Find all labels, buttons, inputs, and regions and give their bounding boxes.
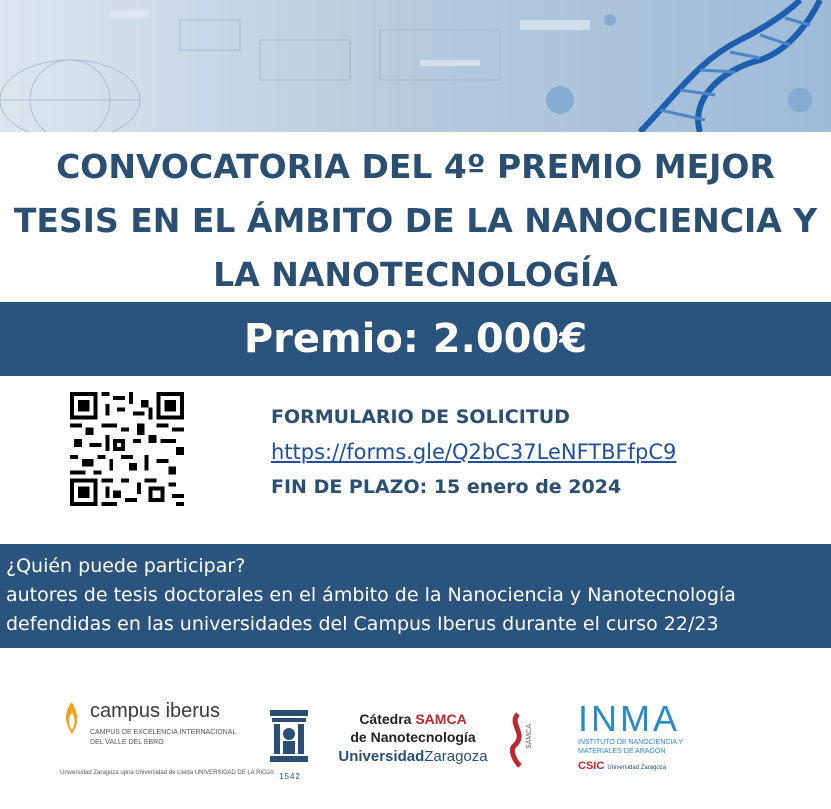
eligibility-section (0, 544, 831, 648)
campus-iberus-subtitle: CAMPUS DE EXCELENCIA INTERNACIONAL DEL VALLE DEL EBRO (90, 729, 236, 746)
application-info (271, 402, 676, 502)
prize-banner (0, 302, 831, 376)
eligibility-line-2: defendidas en las universidades del Campus Iberus durante el curso 22/23 (6, 613, 719, 635)
university-seal-logo (268, 708, 310, 770)
seal-year: 1542 (279, 772, 301, 781)
header-banner-image (0, 0, 831, 132)
catedra-brand: SAMCA (415, 711, 467, 727)
deadline-text: FIN DE PLAZO: 15 enero de 2024 (271, 476, 622, 498)
inma-csic-label (578, 760, 698, 772)
title-line-2: TESIS EN EL ÁMBITO DE LA NANOCIENCIA Y (13, 201, 818, 240)
campus-iberus-logo (58, 700, 274, 780)
prize-label: Premio: 2.000€ (243, 316, 588, 362)
dna-lab-illustration (0, 0, 831, 132)
inma-subtitle: INSTITUTO DE NANOCIENCIA Y MATERIALES DE ARAGÓN (578, 739, 684, 755)
samca-text: SAMCA (526, 724, 533, 749)
campus-iberus-partners: Universidad Zaragoza upna Universidad de Lleida UNIVERSIDAD DE LA RIOJA (60, 770, 274, 776)
title-line-3: LA NANOTECNOLOGÍA (213, 255, 618, 294)
page-title (0, 140, 831, 302)
eligibility-line-1: autores de tesis doctorales en el ámbito de la Nanociencia y Nanotecnología (6, 584, 736, 606)
qr-code[interactable] (70, 392, 184, 506)
form-label: FORMULARIO DE SOLICITUD (271, 406, 570, 428)
catedra-prefix: Cátedra (359, 711, 416, 727)
inma-logo (578, 700, 698, 780)
catedra-line-1 (328, 710, 498, 728)
sponsor-logos (0, 690, 831, 790)
catedra-samca-logo (328, 710, 498, 768)
catedra-univ-rest: Zaragoza (424, 748, 488, 765)
seal-icon (268, 708, 310, 770)
samca-s-icon (504, 710, 544, 770)
inma-univ-text: Universidad Zaragoza (607, 765, 667, 771)
eligibility-question: ¿Quién puede participar? (6, 555, 246, 577)
samca-logo (504, 710, 544, 770)
title-line-1: CONVOCATORIA DEL 4º PREMIO MEJOR (56, 147, 775, 186)
campus-iberus-name: campus iberus (90, 700, 221, 722)
form-link[interactable]: https://forms.gle/Q2bC37LeNFTBFfpC9 (271, 440, 677, 464)
catedra-university (328, 746, 498, 768)
csic-text: CSIC (578, 760, 605, 772)
qr-code-icon (70, 392, 184, 506)
catedra-univ-bold: Universidad (338, 748, 425, 765)
flame-icon (60, 700, 84, 736)
catedra-line-2: de Nanotecnología (350, 729, 476, 745)
inma-name: INMA (578, 698, 680, 739)
